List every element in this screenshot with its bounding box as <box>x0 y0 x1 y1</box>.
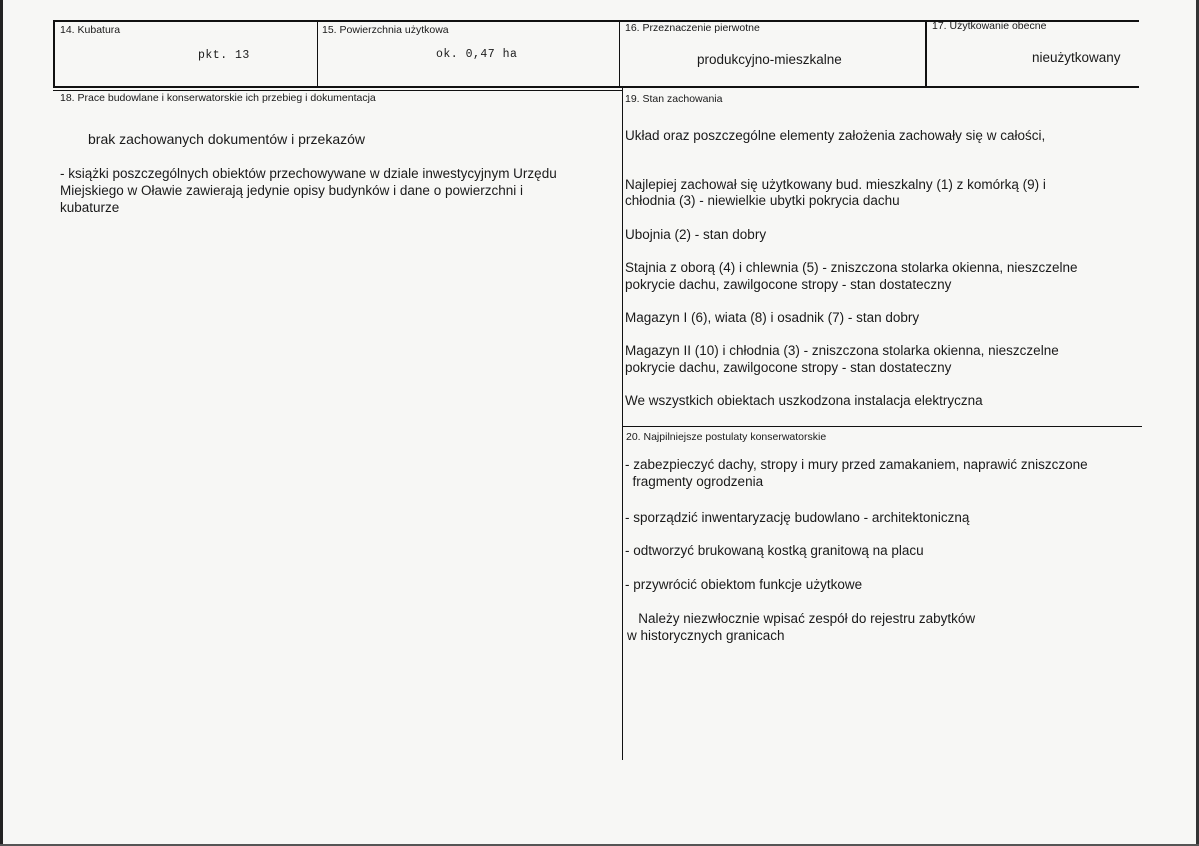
header-left-border <box>53 20 55 88</box>
field-19-text-3: Ubojnia (2) - stan dobry <box>625 227 767 242</box>
field-18-text-2a: - książki poszczególnych obiektów przechowywane w dziale inwestycyjnym Urzędu <box>60 166 557 181</box>
field-19-text-6a: Magazyn II (10) i chłodnia (3) - zniszczona stolarka okienna, nieszczelne <box>625 343 1059 358</box>
field-14-value: pkt. 13 <box>198 49 250 62</box>
field-15-value: ok. 0,47 ha <box>436 48 518 61</box>
header-divider-3 <box>925 20 927 88</box>
field-19-text-7: We wszystkich obiektach uszkodzona instalacja elektryczna <box>625 393 983 408</box>
field-20-text-3: - odtworzyć brukowaną kostką granitową na placu <box>625 543 924 558</box>
header-bottom-border <box>53 86 1139 88</box>
field-17-label: 17. Użytkowanie obecne <box>932 20 1047 32</box>
field-20-text-5b: w historycznych granicach <box>627 628 785 643</box>
field-18-text-1: brak zachowanych dokumentów i przekazów <box>88 131 366 147</box>
field-20-text-1a: - zabezpieczyć dachy, stropy i mury przed zamakaniem, naprawić zniszczone <box>625 457 1088 472</box>
field-20-text-1b: fragmenty ogrodzenia <box>625 474 764 489</box>
field-20-text-4: - przywrócić obiektom funkcje użytkowe <box>625 577 863 592</box>
f20-top-border <box>622 426 1142 427</box>
field-20-label: 20. Najpilniejsze postulaty konserwatorskie <box>626 431 827 443</box>
field-19-text-4a: Stajnia z oborą (4) i chlewnia (5) - zniszczona stolarka okienna, nieszczelne <box>625 260 1078 275</box>
field-18-label: 18. Prace budowlane i konserwatorskie ich przebieg i dokumentacja <box>60 92 376 104</box>
field-19-label: 19. Stan zachowania <box>625 93 723 105</box>
field-15-label: 15. Powierzchnia użytkowa <box>322 24 449 36</box>
field-14-label: 14. Kubatura <box>60 24 121 36</box>
field-19-text-5: Magazyn I (6), wiata (8) i osadnik (7) - stan dobry <box>625 310 920 325</box>
field-19-text-4b: pokrycie dachu, zawilgocone stropy - stan dostateczny <box>625 277 952 292</box>
field-17-value: nieużytkowany <box>1032 50 1121 65</box>
f18-top-border <box>53 90 623 91</box>
field-18-text-2b: Miejskiego w Oławie zawierają jedynie opisy budynków i dane o powierzchni i <box>60 183 523 198</box>
scan-edge-left <box>0 0 3 846</box>
field-20-text-5a: Należy niezwłocznie wpisać zespół do rejestru zabytków <box>627 611 976 626</box>
vertical-divider <box>622 88 623 760</box>
field-19-text-2a: Najlepiej zachował się użytkowany bud. mieszkalny (1) z komórką (9) i <box>625 177 1046 192</box>
field-16-value: produkcyjno-mieszkalne <box>697 52 842 67</box>
field-19-text-6b: pokrycie dachu, zawilgocone stropy - stan dostateczny <box>625 360 952 375</box>
field-16-label: 16. Przeznaczenie pierwotne <box>625 22 760 34</box>
header-divider-1 <box>317 20 318 88</box>
field-18-text-2c: kubaturze <box>60 200 120 215</box>
header-divider-2 <box>619 20 620 88</box>
field-19-text-2b: chłodnia (3) - niewielkie ubytki pokrycia dachu <box>625 193 900 208</box>
field-20-text-2: - sporządzić inwentaryzację budowlano - architektoniczną <box>625 510 970 525</box>
field-19-text-1: Układ oraz poszczególne elementy założenia zachowały się w całości, <box>625 128 1046 143</box>
